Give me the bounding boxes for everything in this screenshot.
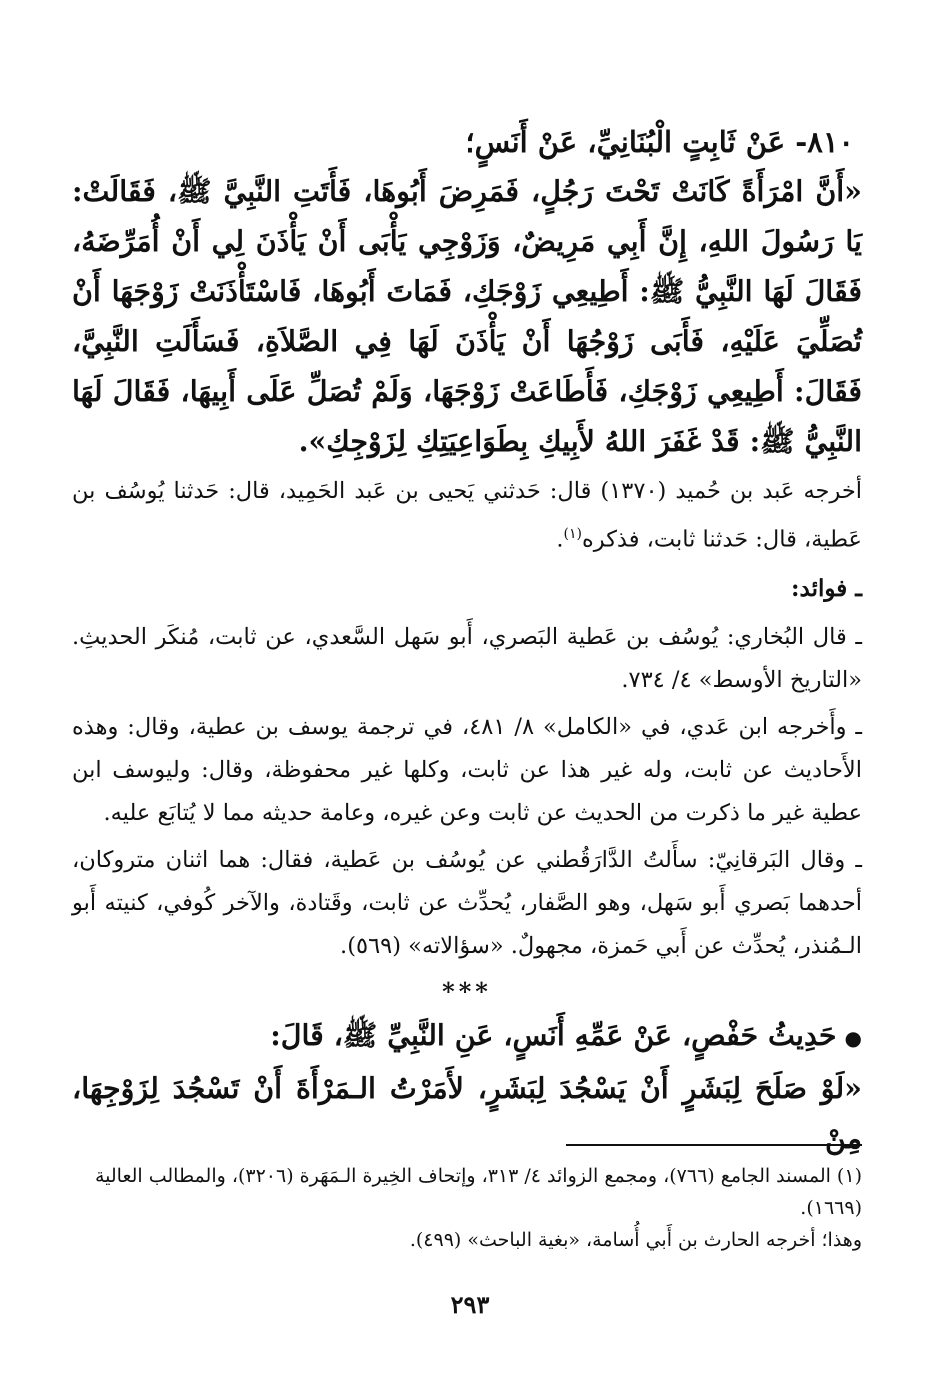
- note-paragraph: ـ قال البُخاري: يُوسُف بن عَطية البَصري، أَبو سَهل السَّعدي، عن ثابت، مُنكَر الحديثِ. «التاريخ الأوسط» ٤/ ٧٣٤.: [72, 623, 862, 693]
- takhrij-text: أخرجه عَبد بن حُميد (١٣٧٠) قال: حَدثني يَحيى بن عَبد الحَمِيد، قال: حَدثنا يُوسُف بن عَطية، قال: حَدثنا ثابت، فذكره: [72, 478, 862, 553]
- note-paragraph: ـ وأَخرجه ابن عَدي، في «الكامل» ٨/ ٤٨١، في ترجمة يوسف بن عطية، وقال: وهذه الأَحاديث عن ثابت، وله غير هذا عن ثابت، وكلها غير محفوظة، وقال: وليوسف ابن عطية غير ما ذكرت من الحديث عن ثابت وعن غيره، وعامة حديثه مما لا يُتابَع عليه.: [72, 713, 863, 826]
- page-number: ٢٩٣: [450, 1290, 490, 1319]
- next-hadith-heading: [72, 1010, 862, 1063]
- page-body: [72, 118, 862, 1163]
- footnote-item: (١) المسند الجامع (٧٦٦)، ومجمع الزوائد ٤/ ٣١٣، وإتحاف الخِيرة الـمَهَرة (٣٢٠٦)، والمطالب العالية (١٦٦٩).: [94, 1165, 862, 1219]
- note-paragraph: ـ وقال البَرقانِيّ: سأَلتُ الدَّارَقُطني عن يُوسُف بن عَطية، فقال: هما اثنان متروكان، أحدهما بَصري أَبو سَهل، وهو الصَّفار، يُحدِّث عن ثابت، وقَتادة، والآخر كُوفي، كنيته أَبو الـمُنذر، يُحدِّث عن أَبي حَمزة، مجهولٌ. «سؤالاته» (٥٦٩).: [72, 846, 862, 959]
- hadith-heading: ٨١٠- عَنْ ثَابِتٍ الْبُنَانِيِّ، عَنْ أَنَسٍ؛: [465, 125, 854, 159]
- bullet-icon: ●: [844, 1025, 862, 1050]
- hadith-text: «أَنَّ امْرَأَةً كَانَتْ تَحْتَ رَجُلٍ، فَمَرِضَ أَبُوهَا، فَأَتَتِ النَّبِيَّ ﷺ، فَقَالَتْ: يَا رَسُولَ اللهِ، إِنَّ أَبِي مَرِيضٌ، وَزَوْجِي يَأْبَى أَنْ يَأْذَنَ لِي أَنْ أُمَرِّضَهُ، فَقَالَ لَهَا النَّبِيُّ ﷺ: أَطِيعِي زَوْجَكِ، فَمَاتَ أَبُوهَا، فَاسْتَأْذَنَتْ زَوْجَهَا أَنْ تُصَلِّيَ عَلَيْهِ، فَأَبَى زَوْجُهَا أَنْ يَأْذَنَ لَهَا فِي الصَّلاَةِ، فَسَأَلَتِ النَّبِيَّ، فَقَالَ: أَطِيعِي زَوْجَكِ، فَأَطَاعَتْ زَوْجَهَا، وَلَمْ تُصَلِّ عَلَى أَبِيهَا، فَقَالَ لَهَا النَّبِيُّ ﷺ: قَدْ غَفَرَ اللهُ لأَبِيكِ بِطَوَاعِيَتِكِ لِزَوْجِكِ».: [72, 174, 862, 458]
- footnote-item: وهذا؛ أخرجه الحارث بن أَبي أُسامة، «بغية الباحث» (٤٩٩).: [409, 1229, 862, 1251]
- next-hadith-text: «لَوْ صَلَحَ لِبَشَرٍ أَنْ يَسْجُدَ لِبَشَرٍ، لأَمَرْتُ الـمَرْأَةَ أَنْ تَسْجُدَ لِزَوْجِهَا، مِنْ: [72, 1070, 862, 1155]
- next-hadith-heading-text: حَدِيثُ حَفْصٍ، عَنْ عَمِّهِ أَنَسٍ، عَنِ النَّبِيِّ ﷺ، قَالَ:: [270, 1017, 837, 1052]
- footnote-ref[interactable]: (١): [563, 526, 582, 542]
- section-separator: ***: [442, 976, 492, 1006]
- takhrij-paragraph: أخرجه عَبد بن حُميد (١٣٧٠) قال: حَدثني يَحيى بن عَبد الحَمِيد، قال: حَدثنا يُوسُف بن عَطية، قال: حَدثنا ثابت، فذكره$^{(١)}$.: [72, 478, 862, 553]
- fawaid-heading: ـ فوائد:: [791, 574, 862, 602]
- footnote-divider: [566, 1144, 862, 1146]
- footnotes: [72, 1160, 862, 1256]
